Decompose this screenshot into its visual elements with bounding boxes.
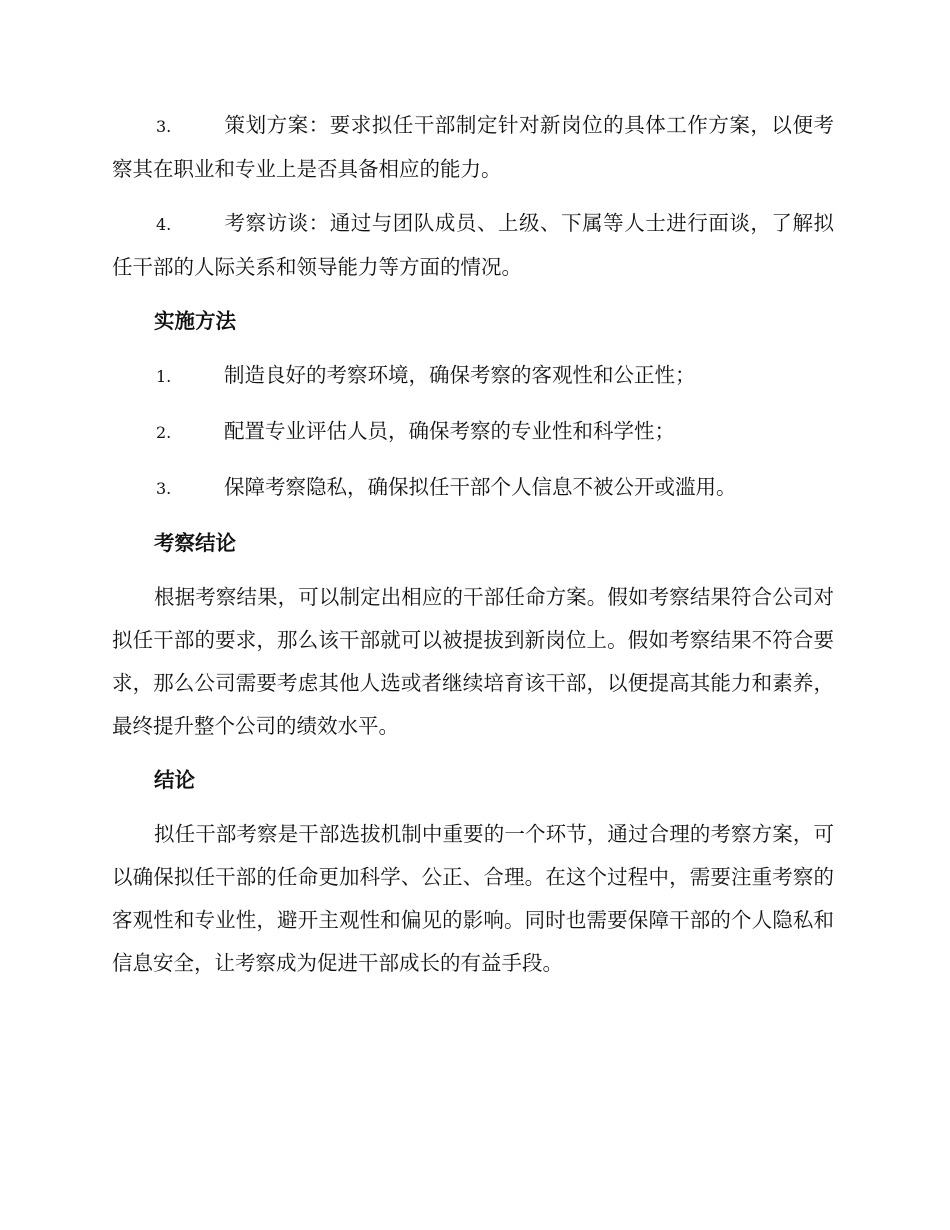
list-number: 1.	[156, 367, 172, 386]
list-item-text: 配置专业评估人员，确保考察的专业性和科学性；	[224, 419, 675, 443]
list-number: 2.	[156, 423, 172, 442]
section-heading-assessment-conclusion: 考察结论	[154, 531, 236, 555]
section-heading-conclusion: 结论	[154, 768, 195, 792]
paragraph-conclusion: 拟任干部考察是干部选拔机制中重要的一个环节，通过合理的考察方案，可以确保拟任干部的任命更加科学、公正、合理。在这个过程中，需要注重考察的客观性和专业性，避开主观性和偏见的影响。同时也需要保障干部的个人隐私和信息安全，让考察成为促进干部成长的有益手段。	[112, 822, 834, 975]
list-item	[112, 410, 834, 454]
list-item-text: 制造良好的考察环境，确保考察的客观性和公正性；	[224, 363, 696, 387]
section-heading-implementation: 实施方法	[154, 309, 236, 333]
document-body	[112, 104, 834, 996]
list-item	[112, 466, 834, 510]
list-item-text: 策划方案：要求拟任干部制定针对新岗位的具体工作方案，以便考察其在职业和专业上是否具备相应的能力。	[112, 113, 834, 181]
list-item-interview	[112, 202, 834, 289]
list-item-text: 保障考察隐私，确保拟任干部个人信息不被公开或滥用。	[224, 475, 737, 499]
list-item-plan	[112, 104, 834, 191]
paragraph-assessment-conclusion: 根据考察结果，可以制定出相应的干部任命方案。假如考察结果符合公司对拟任干部的要求，那么该干部就可以被提拔到新岗位上。假如考察结果不符合要求，那么公司需要考虑其他人选或者继续培育该干部，以便提高其能力和素养，最终提升整个公司的绩效水平。	[112, 585, 834, 738]
list-number: 4.	[156, 215, 172, 234]
list-item-text: 考察访谈：通过与团队成员、上级、下属等人士进行面谈，了解拟任干部的人际关系和领导能力等方面的情况。	[112, 211, 834, 279]
list-number: 3.	[156, 479, 172, 498]
list-number: 3.	[156, 117, 172, 136]
list-item	[112, 354, 834, 398]
